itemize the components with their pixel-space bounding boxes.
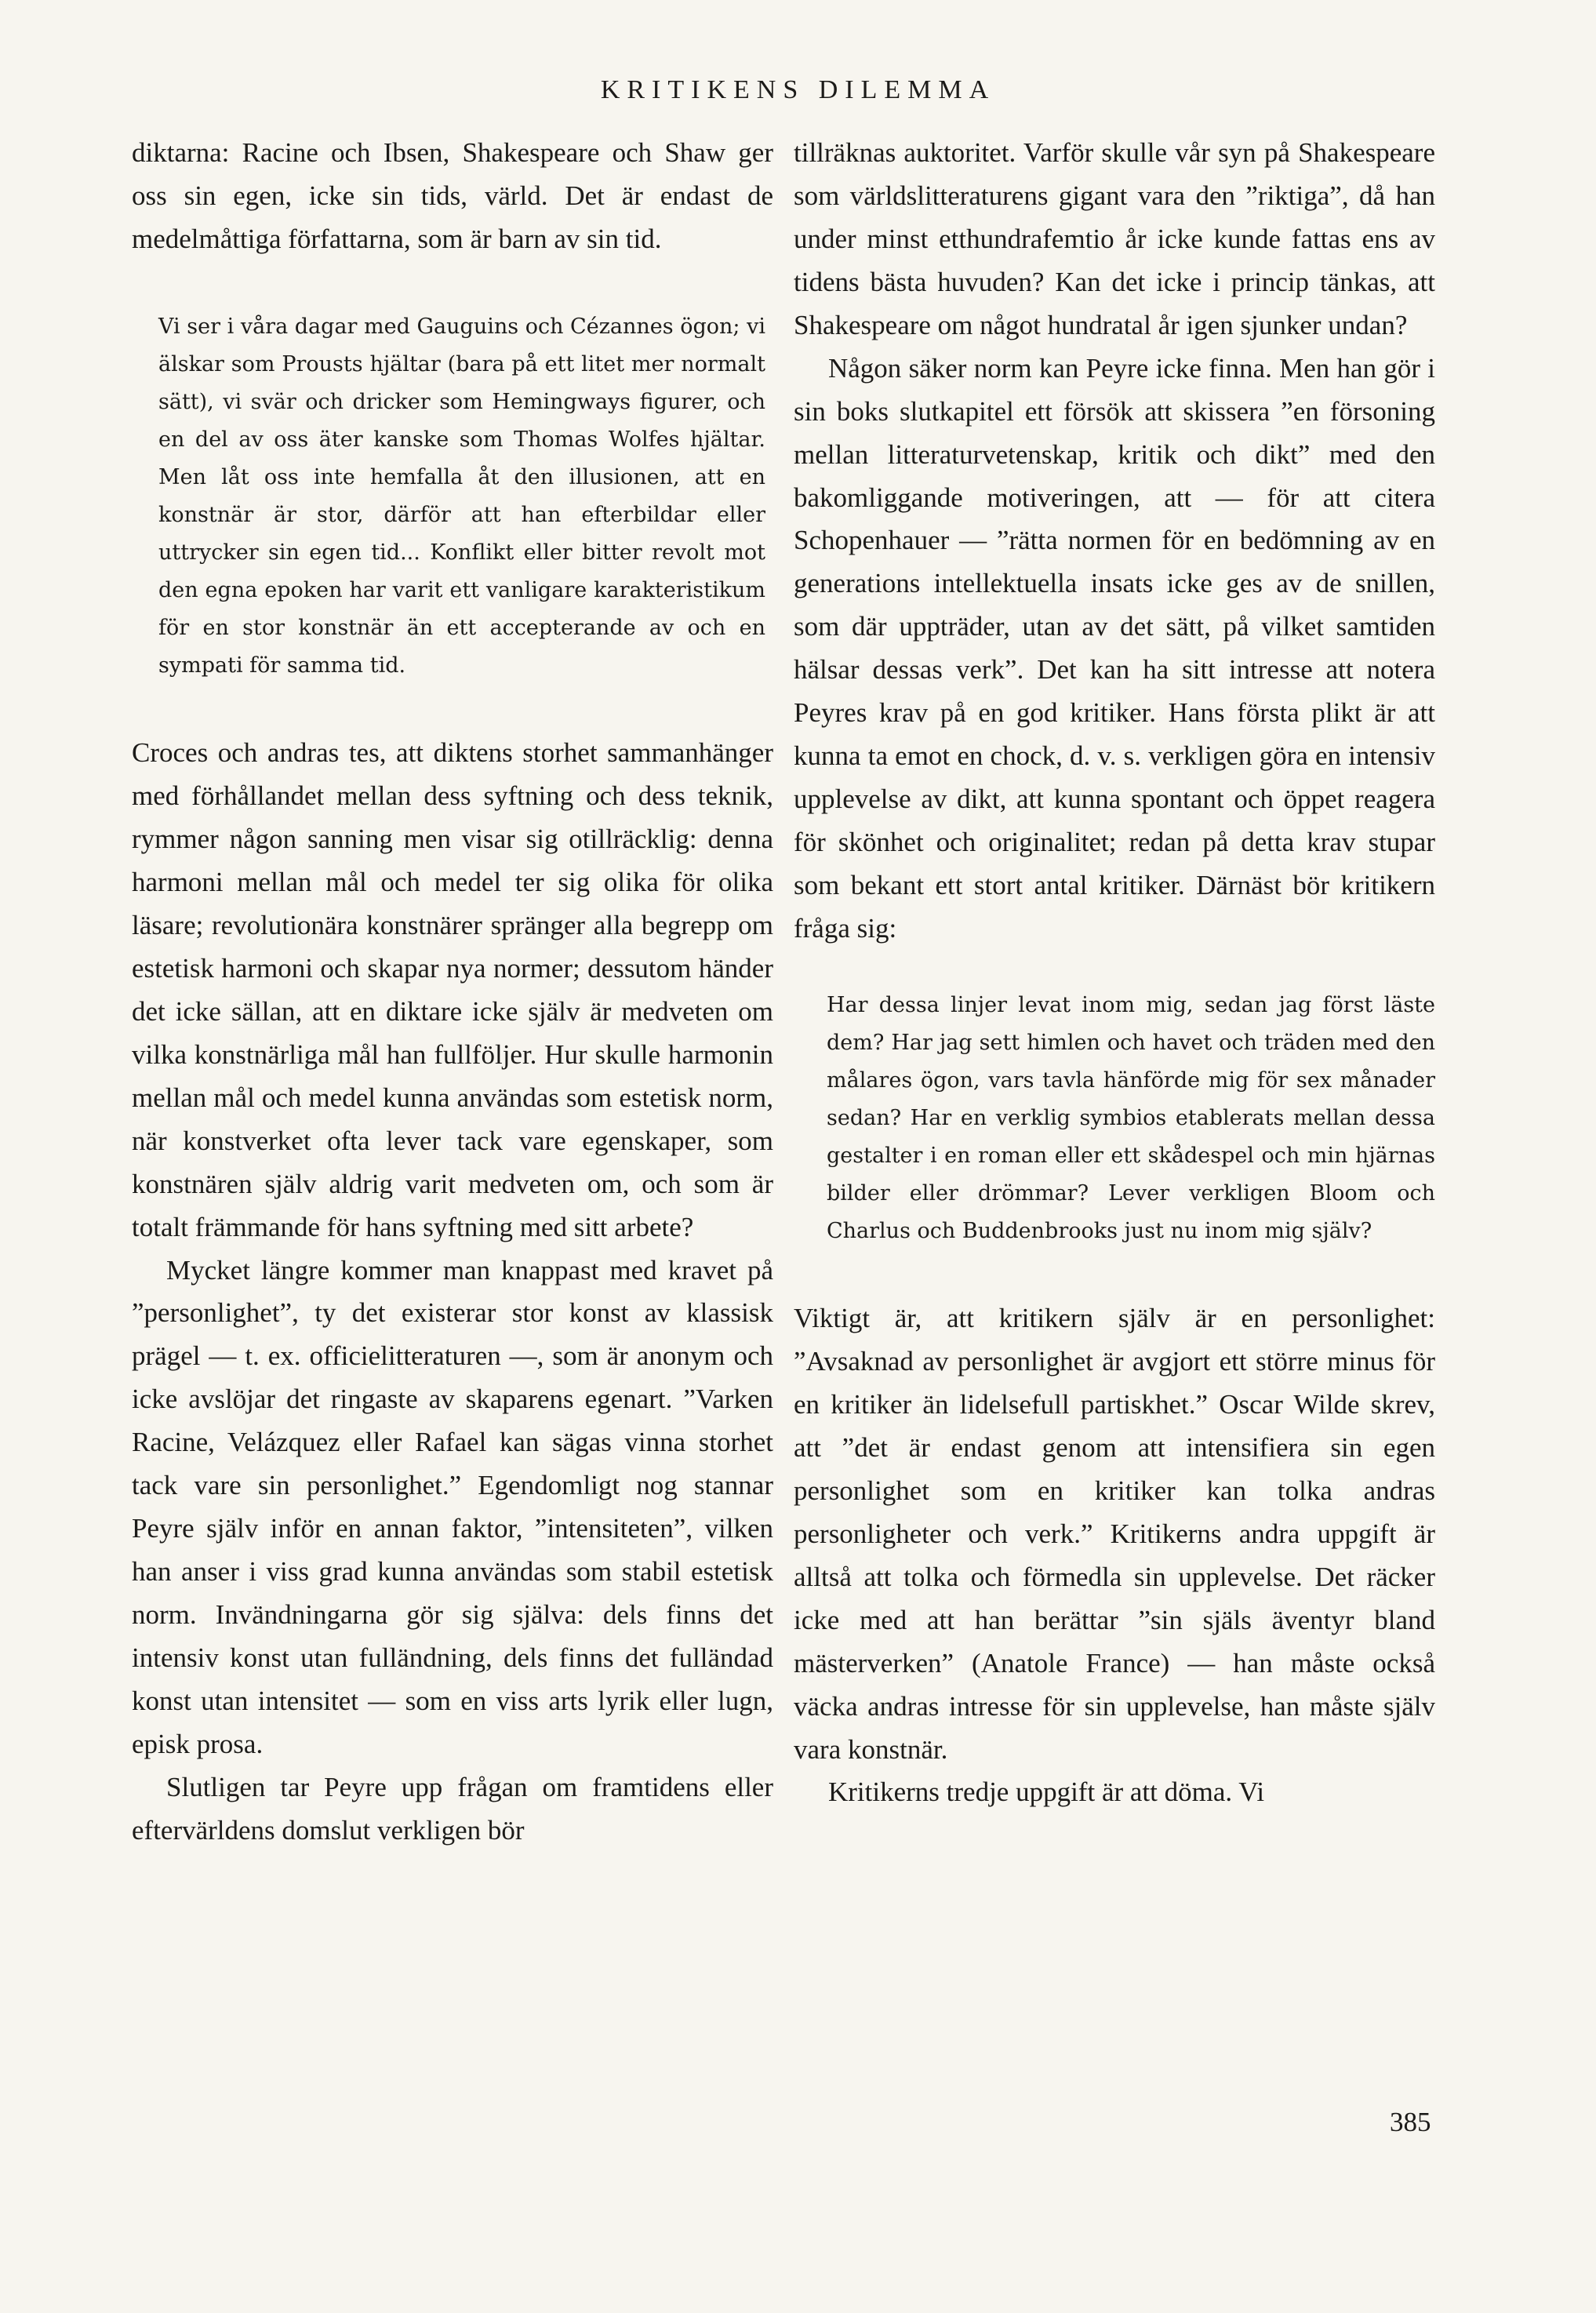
left-block-quote: Vi ser i våra dagar med Gauguins och Cézannes ögon; vi älskar som Prousts hjältar (bara på ett litet mer normalt sätt), vi svär och dricker som Hemingways figurer, och en del av oss äter kanske som Thomas Wolfes hjältar. Men låt oss inte hemfalla åt den illusionen, att en konstnär är stor, därför att han efterbildar eller uttrycker sin egen tid... Konflikt eller bitter revolt mot den egna epoken har varit ett vanligare karakteristikum för en stor konstnär än ett accepterande av och en sympati för samma tid. [158, 314, 765, 678]
right-block-quote: Har dessa linjer levat inom mig, sedan jag först läste dem? Har jag sett himlen och havet och träden med den målares ögon, vars tavla hänförde mig för sex månader sedan? Har en verklig symbios etablerats mellan dessa gestalter i en roman eller ett skådespel och min hjärnas bilder eller drömmar? Lever verkligen Bloom och Charlus och Buddenbrooks just nu inom mig själv? [827, 992, 1435, 1244]
left-paragraph-1: diktarna: Racine och Ibsen, Shakespeare och Shaw ger oss sin egen, icke sin tids, värld. Det är endast de medelmåttiga författarna, som är barn av sin tid. [132, 137, 773, 254]
right-paragraph-2: Någon säker norm kan Peyre icke finna. Men han gör i sin boks slutkapitel ett försök att skissera ”en försoning mellan litteraturvetenskap, kritik och dikt” med den bakomliggande motiveringen, att — för att citera Schopenhauer — ”rätta normen för en bedömning av en generations intellektuella insats icke ges av de snillen, som där uppträder, utan av det sätt, på vilket samtiden hälsar dessas verk”. Det kan ha sitt intresse att notera Peyres krav på en god kritiker. Hans första plikt är att kunna ta emot en chock, d. v. s. verkligen göra en intensiv upplevelse av dikt, att kunna spontant och öppet reagera för skönhet och originalitet; redan på detta krav stupar som bekant ett stort antal kritiker. Därnäst bör kritikern fråga sig: [794, 352, 1435, 944]
right-column [794, 132, 1435, 1814]
right-paragraph-4: Kritikerns tredje uppgift är att döma. Vi [828, 1777, 1265, 1808]
left-paragraph-3: Mycket längre kommer man knappast med kravet på ”personlighet”, ty det existerar stor konst av klassisk prägel — t. ex. officielitteraturen —, som är anonym och icke avslöjar det ringaste av skaparens egenart. ”Varken Racine, Velázquez eller Rafael kan sägas vinna storhet tack vare sin personlighet.” Egendomligt nog stannar Peyre själv inför en annan faktor, ”intensiteten”, vilken han anser i viss grad kunna användas som stabil estetisk norm. Invändningarna gör sig själva: dels finns det intensiv konst utan fulländning, dels finns det fulländad konst utan intensitet — som en viss arts lyrik eller lugn, episk prosa. [132, 1254, 773, 1759]
left-column [132, 132, 773, 1853]
right-paragraph-3: Viktigt är, att kritikern själv är en personlighet: ”Avsaknad av personlighet är avgjort ett större minus för en kritiker än lidelsefull partiskhet.” Oscar Wilde skrev, att ”det är endast genom att intensifiera sin egen personlighet som en kritiker kan tolka andras personligheter och verk.” Kritikerns andra uppgift är alltså att tolka och förmedla sin upplevelse. Det räcker icke med att han berättar ”sin själs äventyr bland mästerverken” (Anatole France) — han måste också väcka andras intresse för sin upplevelse, han måste själv vara konstnär. [794, 1303, 1435, 1765]
running-header: KRITIKENS DILEMMA [600, 75, 996, 104]
left-paragraph-4: Slutligen tar Peyre upp frågan om framtidens eller eftervärldens domslut verkligen bör [132, 1771, 773, 1846]
left-paragraph-2: Croces och andras tes, att diktens storhet sammanhänger med förhållandet mellan dess syftning och dess teknik, rymmer någon sanning men visar sig otillräcklig: denna harmoni mellan mål och medel ter sig olika för olika läsare; revolutionära konstnärer spränger alla begrepp om estetisk harmoni och skapar nya normer; dessutom händer det icke sällan, att en diktare icke själv är medveten om vilka konstnärliga mål han fullföljer. Hur skulle harmonin mellan mål och medel kunna användas som estetisk norm, när konstverket ofta lever tack vare egenskaper, som konstnären själv aldrig varit medveten om, och som är totalt främmande för hans syftning med sitt arbete? [132, 737, 773, 1242]
right-paragraph-1: tillräknas auktoritet. Varför skulle vår syn på Shakespeare som världslitteraturens gigant vara den ”riktiga”, då han under minst etthundrafemtio år icke kunde fattas ens av tidens bästa huvuden? Kan det icke i princip tänkas, att Shakespeare om något hundratal år igen sjunker undan? [794, 137, 1435, 340]
page-number: 385 [1390, 2107, 1431, 2137]
